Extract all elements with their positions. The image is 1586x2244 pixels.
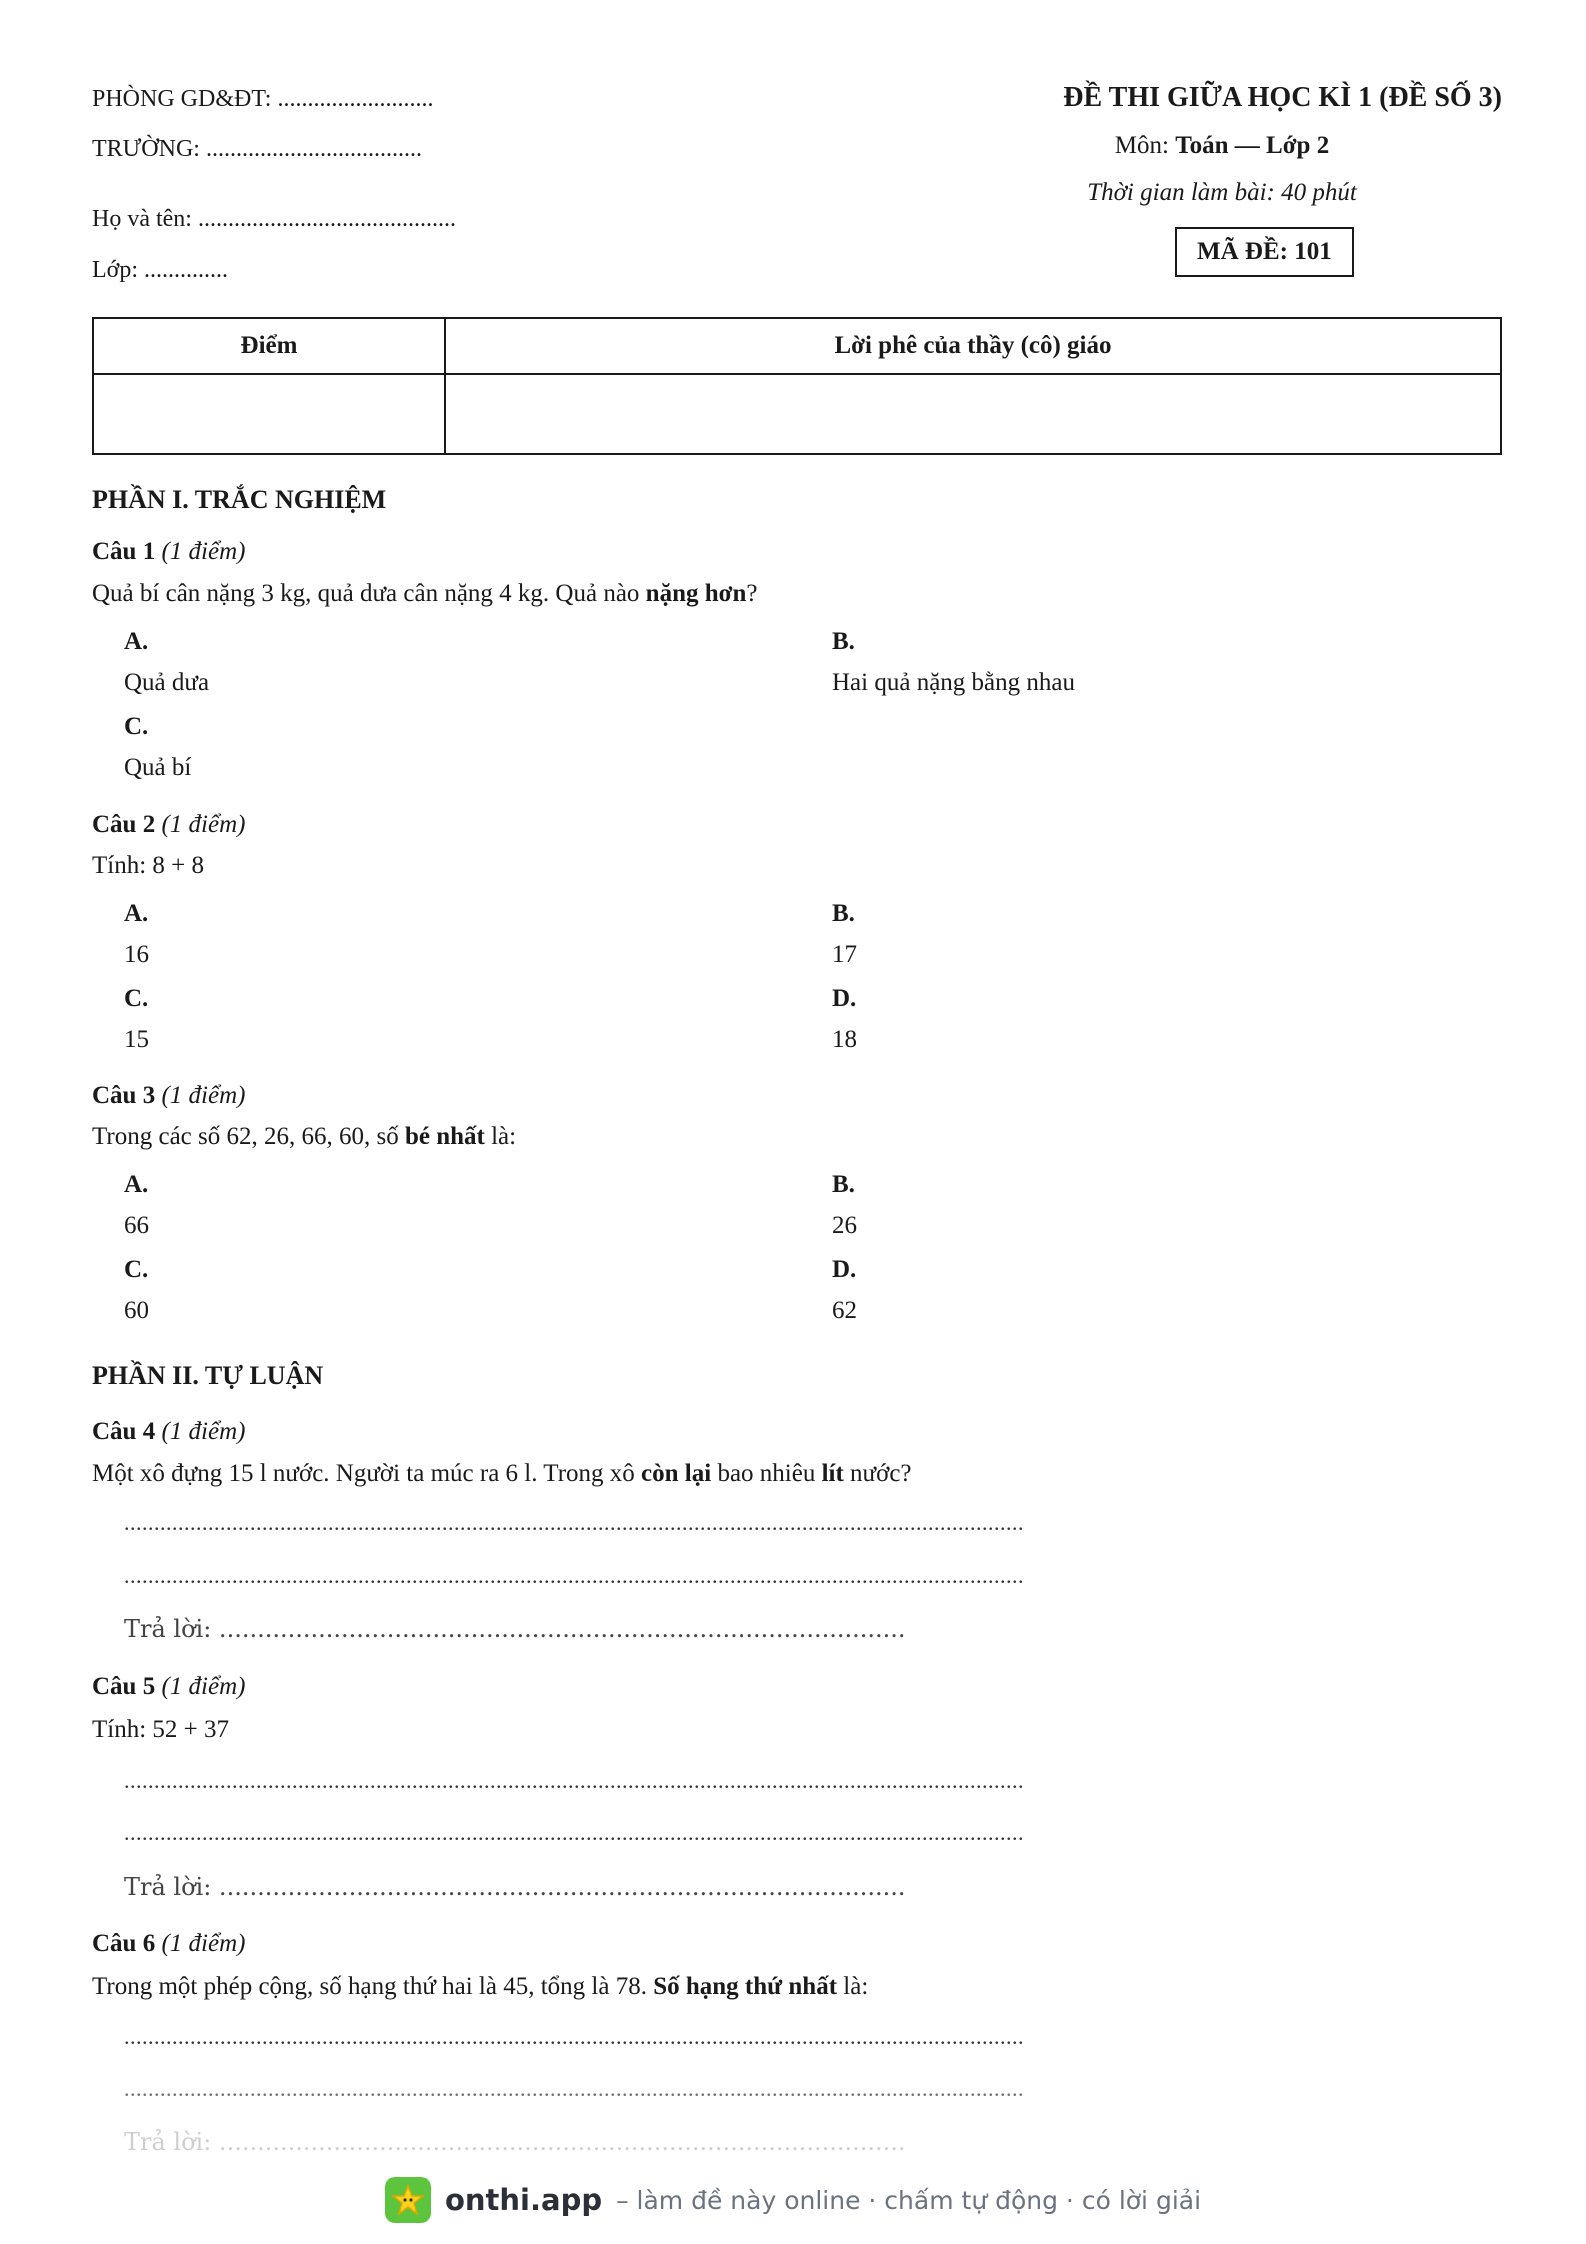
q1-option-b-value[interactable]: Hai quả nặng bằng nhau [832, 669, 1075, 696]
q1-option-c-value[interactable]: Quả bí [124, 754, 192, 781]
q1-option-a-value[interactable]: Quả dưa [124, 669, 210, 696]
q6-text-c: là: [837, 1973, 869, 2000]
exam-page [92, 0, 1502, 2244]
part2-title: PHẦN II. TỰ LUẬN [92, 1361, 324, 1390]
q6-heading [92, 1930, 245, 1958]
q5-text: Tính: 52 + 37 [92, 1716, 230, 1743]
q6-points: (1 điểm) [161, 1930, 246, 1957]
q3-option-d-label[interactable]: D. [832, 1256, 857, 1283]
q2-heading [92, 811, 245, 839]
q3-text-a: Trong các số 62, 26, 66, 60, số [92, 1123, 405, 1150]
q4-text-bold-1: còn lại [641, 1460, 712, 1487]
q2-option-b-label[interactable]: B. [832, 900, 855, 927]
q1-text-bold: nặng hơn [645, 580, 747, 607]
q2-option-c-label[interactable]: C. [124, 985, 149, 1012]
brand-tagline: – làm đề này online · chấm tự động · có lời giải [616, 2185, 1202, 2215]
q2-option-a-value[interactable]: 16 [124, 941, 149, 968]
q3-option-c-label[interactable]: C. [124, 1256, 149, 1283]
q2-option-c-value[interactable]: 15 [124, 1026, 149, 1053]
q5-heading [92, 1673, 245, 1701]
q3-option-c-value[interactable]: 60 [124, 1297, 149, 1324]
q1-text [92, 580, 758, 608]
exam-code-box: MÃ ĐỀ: 101 [1175, 227, 1354, 277]
q2-option-d-label[interactable]: D. [832, 985, 857, 1012]
class-field: Lớp: .............. [92, 257, 229, 283]
q1-points: (1 điểm) [161, 538, 246, 565]
exam-title: ĐỀ THI GIỮA HỌC KÌ 1 (ĐỀ SỐ 3) [1063, 82, 1502, 113]
q6-text-bold: Số hạng thứ nhất [653, 1973, 838, 2000]
q2-option-b-value[interactable]: 17 [832, 941, 857, 968]
q4-text-c: bao nhiêu [711, 1460, 822, 1487]
footer-banner[interactable] [0, 2172, 1586, 2228]
q5-points: (1 điểm) [161, 1673, 246, 1700]
truong-field: TRƯỜNG: .................................... [92, 136, 422, 162]
q6-label: Câu 6 [92, 1930, 156, 1957]
phong-field: PHÒNG GD&ĐT: .......................... [92, 86, 434, 112]
q1-option-c-label[interactable]: C. [124, 713, 149, 740]
q3-option-a-value[interactable]: 66 [124, 1212, 149, 1239]
q1-text-c: ? [746, 580, 758, 607]
q3-text-bold: bé nhất [404, 1123, 485, 1150]
q6-text-a: Trong một phép cộng, số hạng thứ hai là 45, tổng là 78. [92, 1973, 654, 2000]
q3-text-c: là: [484, 1123, 517, 1150]
q4-text-a: Một xô đựng 15 l nước. Người ta múc ra 6 l. Trong xô [92, 1460, 642, 1487]
subject-prefix: Môn: [1114, 132, 1176, 159]
q4-text [92, 1460, 912, 1488]
q6-work-line-1[interactable]: ...................................................................................................................................................... [124, 2024, 1024, 2049]
q2-option-a-label[interactable]: A. [124, 900, 149, 927]
subject-line [942, 132, 1502, 160]
q3-option-b-value[interactable]: 26 [832, 1212, 857, 1239]
q4-heading [92, 1418, 245, 1446]
onthi-logo[interactable] [385, 2177, 431, 2223]
q1-label: Câu 1 [92, 538, 156, 565]
q4-work-line-2[interactable]: ...................................................................................................................................................... [124, 1563, 1024, 1588]
q3-heading [92, 1082, 245, 1110]
q1-heading [92, 538, 245, 566]
q4-answer-line[interactable]: Trả lời: .......................................................................................... [124, 1615, 906, 1643]
q3-option-d-value[interactable]: 62 [832, 1297, 857, 1324]
q3-option-b-label[interactable]: B. [832, 1171, 855, 1198]
comment-header: Lời phê của thầy (cô) giáo [445, 318, 1501, 374]
score-table [92, 317, 1502, 455]
q3-label: Câu 3 [92, 1082, 156, 1109]
q1-option-b-label[interactable]: B. [832, 628, 855, 655]
q6-text [92, 1973, 868, 2001]
q4-text-e: nước? [843, 1460, 912, 1487]
q1-option-a-label[interactable]: A. [124, 628, 149, 655]
time-line: Thời gian làm bài: 40 phút [1087, 179, 1357, 206]
q6-work-line-2[interactable]: ...................................................................................................................................................... [124, 2076, 1024, 2101]
q5-work-line-2[interactable]: ...................................................................................................................................................... [124, 1820, 1024, 1845]
star-icon [391, 2183, 425, 2217]
brand-name[interactable]: onthi.app [444, 2183, 603, 2217]
score-cell[interactable] [93, 374, 445, 454]
q3-text [92, 1123, 516, 1151]
name-field: Họ và tên: ........................................... [92, 206, 456, 232]
q5-answer-line[interactable]: Trả lời: .......................................................................................... [124, 1873, 906, 1901]
q2-label: Câu 2 [92, 811, 156, 838]
q4-label: Câu 4 [92, 1418, 156, 1445]
q3-option-a-label[interactable]: A. [124, 1171, 149, 1198]
subject-value: Toán — Lớp 2 [1175, 132, 1330, 159]
q4-work-line-1[interactable]: ...................................................................................................................................................... [124, 1510, 1024, 1535]
q1-text-a: Quả bí cân nặng 3 kg, quả dưa cân nặng 4 kg. Quả nào [92, 580, 646, 607]
q2-points: (1 điểm) [161, 811, 246, 838]
q3-points: (1 điểm) [161, 1082, 246, 1109]
score-header: Điểm [93, 318, 445, 374]
q5-label: Câu 5 [92, 1673, 156, 1700]
q2-text: Tính: 8 + 8 [92, 852, 205, 879]
q6-answer-line[interactable]: Trả lời: .......................................................................................... [124, 2128, 906, 2156]
part1-title: PHẦN I. TRẮC NGHIỆM [92, 485, 387, 514]
q2-option-d-value[interactable]: 18 [832, 1026, 857, 1053]
q5-work-line-1[interactable]: ...................................................................................................................................................... [124, 1768, 1024, 1793]
q4-points: (1 điểm) [161, 1418, 246, 1445]
comment-cell[interactable] [445, 374, 1501, 454]
q4-text-bold-2: lít [821, 1460, 844, 1487]
